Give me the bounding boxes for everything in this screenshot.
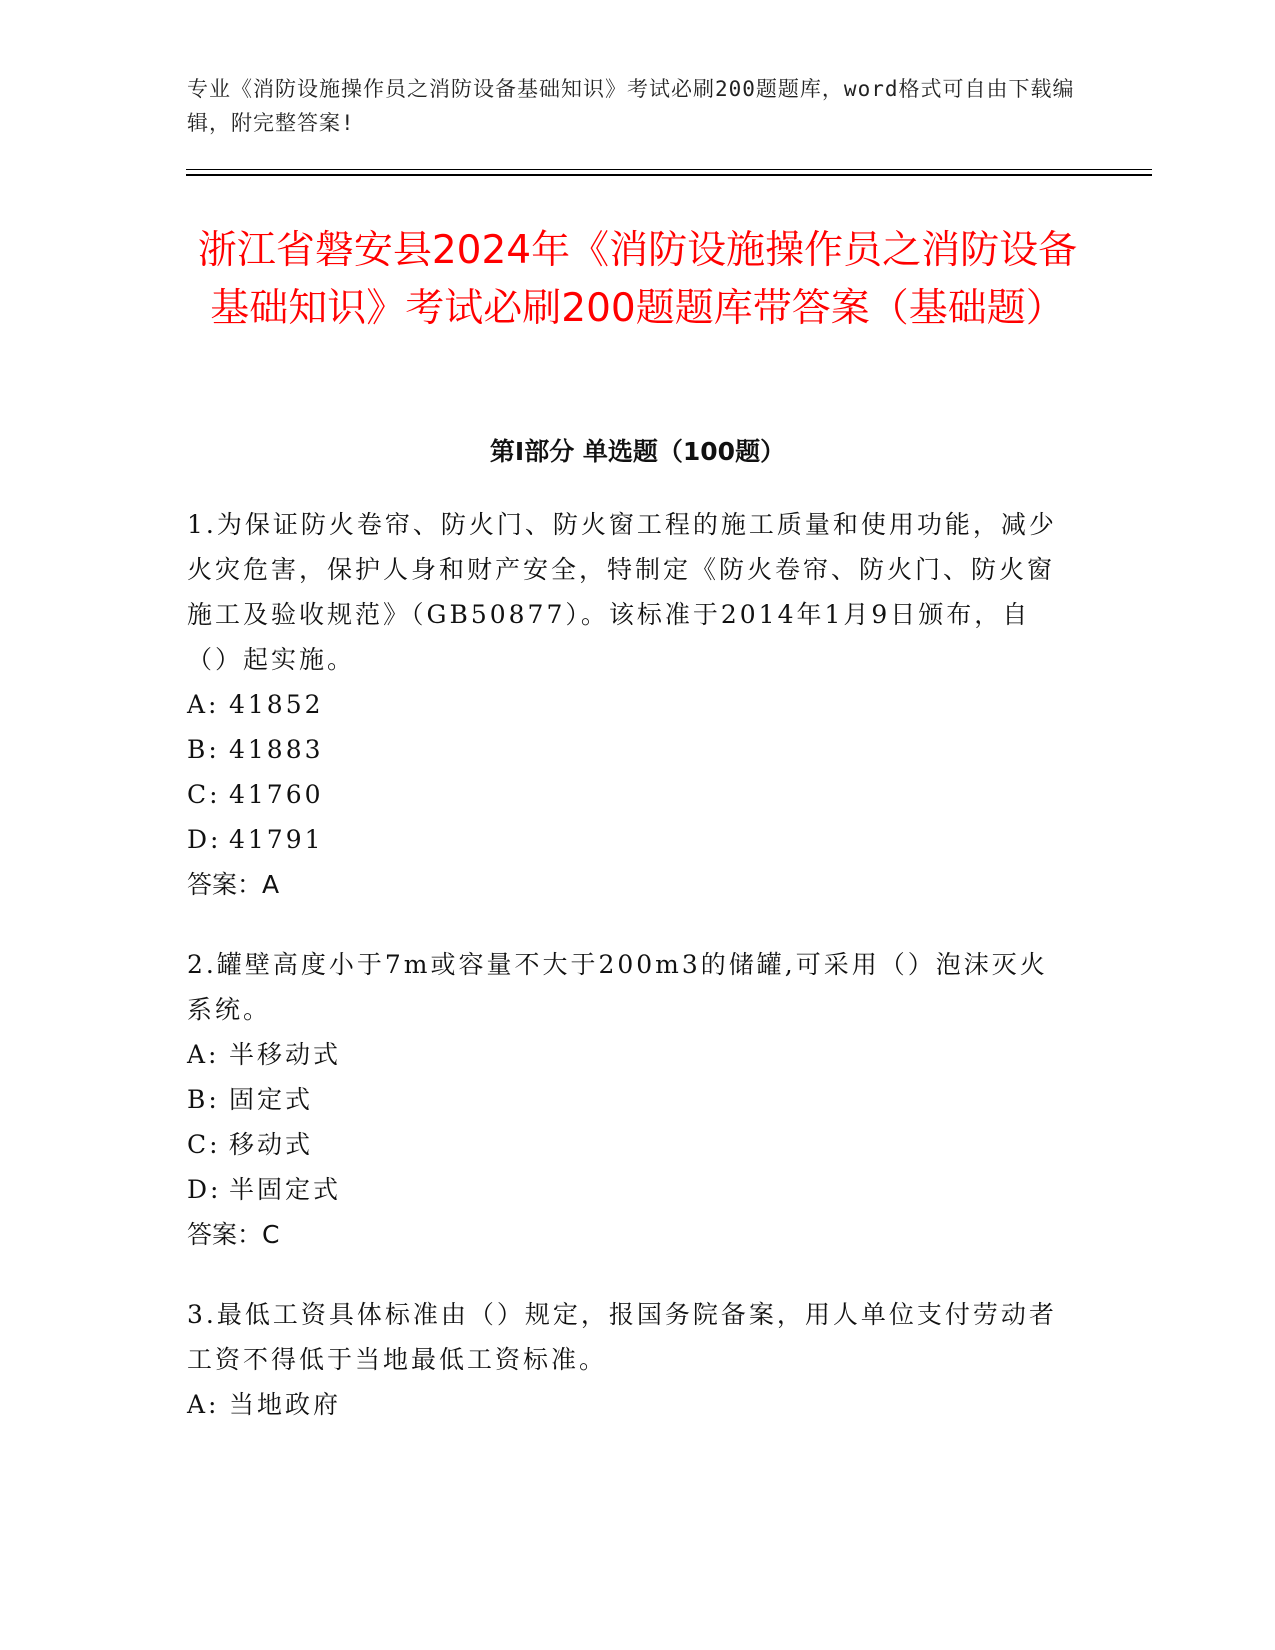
option-a	[187, 682, 1057, 727]
option-b	[187, 1077, 1057, 1122]
option-b	[187, 727, 1057, 772]
header-rule-thick	[186, 174, 1152, 176]
option-text: 41760	[229, 780, 324, 809]
option-letter: A:	[187, 1040, 220, 1069]
option-letter: A:	[187, 1390, 220, 1419]
option-c	[187, 772, 1057, 817]
option-letter: C:	[187, 780, 221, 809]
question-stem: 2.罐壁高度小于7m或容量不大于200m3的储罐,可采用（）泡沫灭火系统。	[187, 950, 1048, 1024]
option-text: 41852	[229, 690, 324, 719]
option-letter: B:	[187, 1085, 220, 1114]
option-a	[187, 1382, 1057, 1427]
option-text: 当地政府	[229, 1390, 342, 1419]
option-letter: B:	[187, 735, 220, 764]
document-title: 浙江省磐安县2024年《消防设施操作员之消防设备基础知识》考试必刷200题题库带答案（基础题）	[197, 228, 1078, 331]
option-text: 41791	[229, 825, 324, 854]
option-text: 半固定式	[229, 1175, 342, 1204]
question-1	[187, 502, 1057, 907]
answer: 答案：A	[187, 870, 280, 899]
option-c	[187, 1122, 1057, 1167]
question-2	[187, 942, 1057, 1257]
option-text: 半移动式	[229, 1040, 342, 1069]
option-text: 固定式	[229, 1085, 314, 1114]
option-letter: A:	[187, 690, 220, 719]
answer: 答案：C	[187, 1220, 280, 1249]
question-stem: 1.为保证防火卷帘、防火门、防火窗工程的施工质量和使用功能，减少火灾危害，保护人身和财产安全，特制定《防火卷帘、防火门、防火窗施工及验收规范》（GB50877）。该标准于2014年1月9日颁布，自（）起实施。	[187, 510, 1057, 674]
option-d	[187, 817, 1057, 862]
option-text: 移动式	[229, 1130, 314, 1159]
option-text: 41883	[229, 735, 324, 764]
header-rule-thin	[186, 169, 1152, 170]
question-3	[187, 1292, 1057, 1427]
header-note: 专业《消防设施操作员之消防设备基础知识》考试必刷200题题库，word格式可自由下载编辑，附完整答案!	[187, 77, 1075, 135]
option-a	[187, 1032, 1057, 1077]
option-letter: C:	[187, 1130, 221, 1159]
option-letter: D:	[187, 1175, 222, 1204]
section-title: 第I部分 单选题（100题）	[489, 437, 786, 466]
question-stem: 3.最低工资具体标准由（）规定，报国务院备案，用人单位支付劳动者工资不得低于当地最低工资标准。	[187, 1300, 1057, 1374]
option-letter: D:	[187, 825, 222, 854]
option-d	[187, 1167, 1057, 1212]
